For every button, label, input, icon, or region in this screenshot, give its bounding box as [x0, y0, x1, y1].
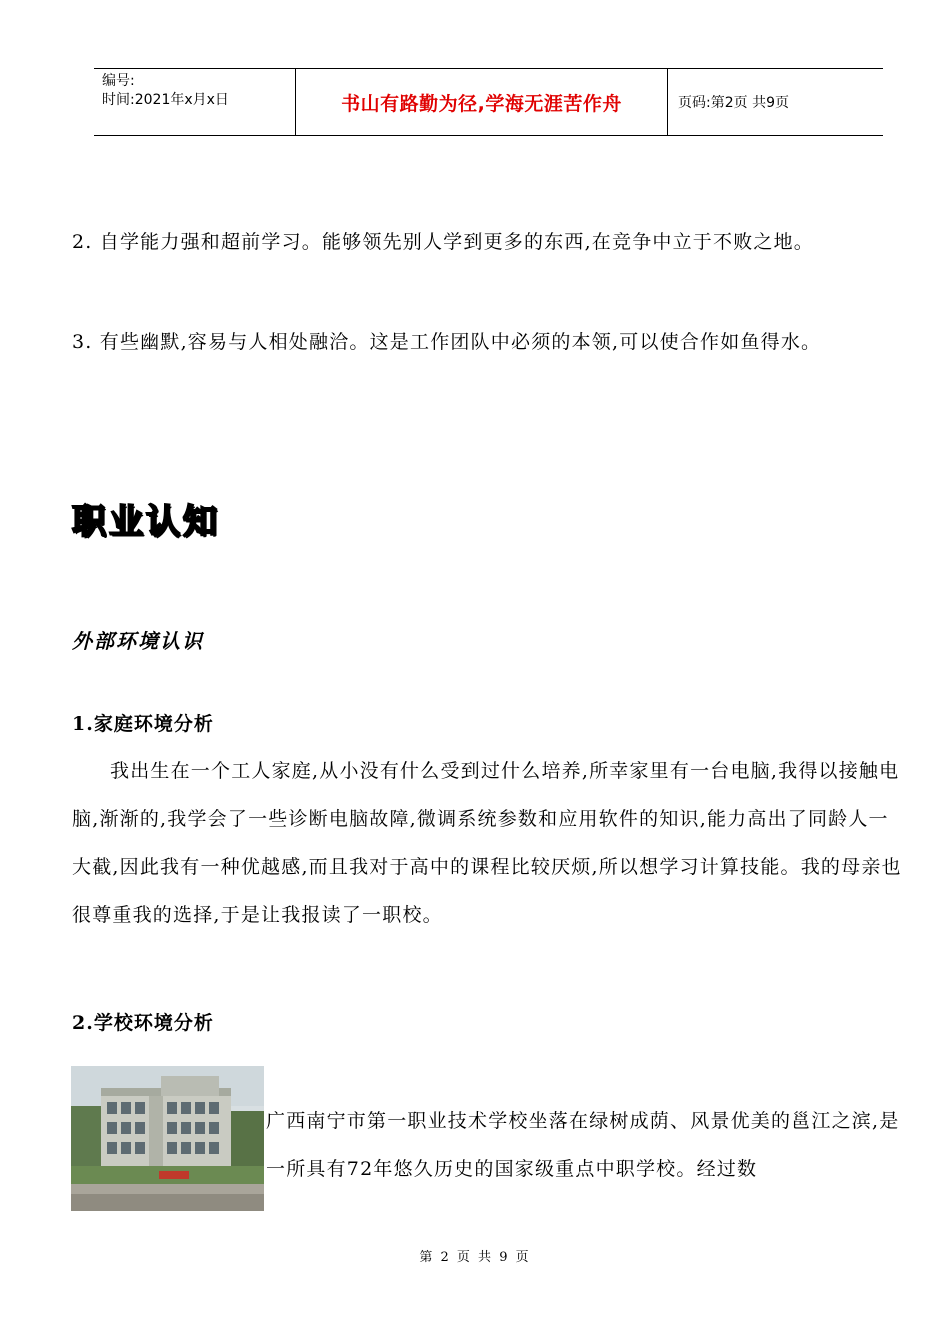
subsection-title: 外部环境认识: [72, 629, 204, 653]
school-building-photo: [71, 1066, 264, 1211]
header-motto: 书山有路勤为径,学海无涯苦作舟: [295, 69, 668, 135]
family-heading: 1.家庭环境分析: [72, 713, 214, 735]
family-paragraph: 我出生在一个工人家庭,从小没有什么受到过什么培养,所幸家里有一台电脑,我得以接触电脑,渐渐的,我学会了一些诊断电脑故障,微调系统参数和应用软件的知识,能力高出了同龄人一大截,因此我有一种优越感,而且我对于高中的课程比较厌烦,所以想学习计算技能。我的母亲也很尊重我的选择,于是让我报读了一职校。: [72, 760, 902, 926]
header-table: [94, 68, 883, 136]
strength-item-2: 2. 自学能力强和超前学习。能够领先别人学到更多的东西,在竞争中立于不败之地。: [72, 231, 815, 253]
header-time: 时间:2021年x月x日: [102, 92, 229, 108]
school-paragraph: 广西南宁市第一职业技术学校坐落在绿树成荫、风景优美的邕江之滨,是一所具有72年悠久历史的国家级重点中职学校。经过数: [266, 1110, 900, 1180]
strength-item-3: 3. 有些幽默,容易与人相处融洽。这是工作团队中必须的本领,可以使合作如鱼得水。: [72, 331, 822, 353]
section-title: 职业认知: [72, 502, 220, 542]
header-number: 编号:: [102, 73, 135, 89]
header-page-info: 页码:第2页 共9页: [678, 95, 789, 111]
page-footer: 第 2 页 共 9 页: [419, 1250, 531, 1265]
school-heading: 2.学校环境分析: [72, 1012, 214, 1034]
header-info-cell: [94, 69, 295, 135]
